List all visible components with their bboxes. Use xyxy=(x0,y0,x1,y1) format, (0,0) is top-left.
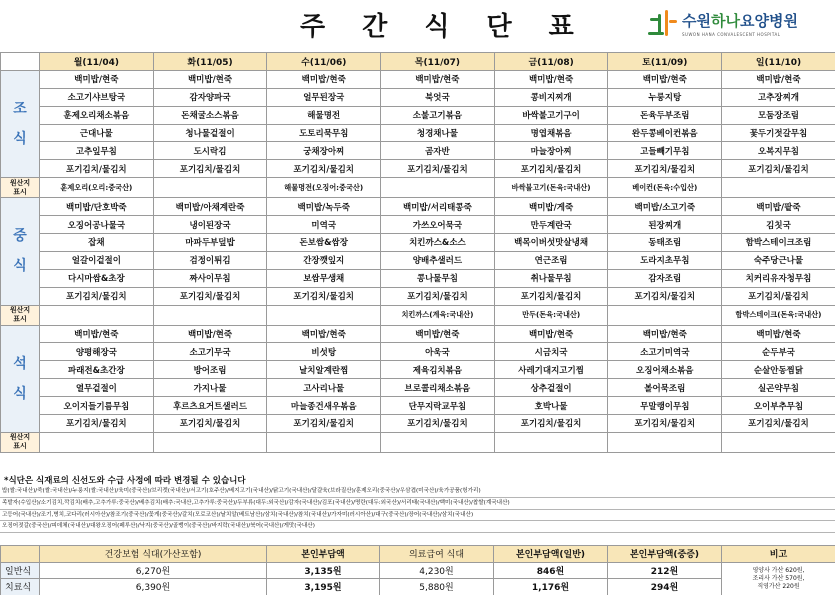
menu-row-breakfast xyxy=(1,142,835,160)
cost-header: 비고 xyxy=(722,546,835,563)
origin-cell xyxy=(381,432,495,452)
menu-item: 상추겉절이 xyxy=(494,379,608,397)
corner-cell xyxy=(1,53,40,71)
hospital-logo xyxy=(648,10,798,38)
menu-item: 포기김치/물김치 xyxy=(40,415,154,433)
menu-item: 실곤약무침 xyxy=(722,379,835,397)
menu-row-lunch xyxy=(1,198,835,216)
cost-row-general xyxy=(1,562,835,579)
menu-item: 포기김치/물김치 xyxy=(153,287,267,305)
cost-header: 본인부담액(일반) xyxy=(494,546,608,563)
menu-item: 고추장찌개 xyxy=(722,88,835,106)
menu-item: 파래전&초간장 xyxy=(40,361,154,379)
menu-row-breakfast xyxy=(1,88,835,106)
menu-item: 포기김치/물김치 xyxy=(153,415,267,433)
cost-header-row xyxy=(1,546,835,563)
menu-item: 얼갈이겉절이 xyxy=(40,251,154,269)
menu-item: 고사리나물 xyxy=(267,379,381,397)
meal-cost-table xyxy=(0,545,835,595)
menu-item: 양평해장국 xyxy=(40,343,154,361)
menu-item: 취나물무침 xyxy=(494,269,608,287)
menu-item: 포기김치/물김치 xyxy=(722,287,835,305)
menu-item: 감자양파국 xyxy=(153,88,267,106)
menu-item: 백미밥/현죽 xyxy=(40,325,154,343)
menu-item: 돈채굴소스볶음 xyxy=(153,106,267,124)
menu-item: 오징어공나물국 xyxy=(40,216,154,234)
menu-item: 백미밥/현죽 xyxy=(494,70,608,88)
origin-cell xyxy=(608,305,722,325)
menu-item: 청경채나물 xyxy=(381,124,495,142)
menu-item: 후르츠요거트샐러드 xyxy=(153,397,267,415)
menu-item: 백미밥/현죽 xyxy=(722,70,835,88)
menu-item: 궁채장아찌 xyxy=(267,142,381,160)
page-header xyxy=(0,0,835,44)
menu-item: 백미밥/현죽 xyxy=(722,325,835,343)
menu-item: 곰자반 xyxy=(381,142,495,160)
meal-section-label-breakfast: 조 식 xyxy=(1,70,40,177)
cost-cell: 1,176원 xyxy=(494,579,608,595)
day-header: 일(11/10) xyxy=(722,53,835,71)
menu-row-lunch xyxy=(1,251,835,269)
menu-item: 백미밥/현죽 xyxy=(608,325,722,343)
menu-item: 포기김치/물김치 xyxy=(608,287,722,305)
menu-item: 도토리묵무침 xyxy=(267,124,381,142)
origin-cell xyxy=(722,432,835,452)
menu-item: 숙주당근나물 xyxy=(722,251,835,269)
menu-item: 백미밥/현죽 xyxy=(40,70,154,88)
origin-cell xyxy=(40,432,154,452)
menu-item: 고추잎무침 xyxy=(40,142,154,160)
menu-item: 소고기무국 xyxy=(153,343,267,361)
menu-item: 백미밥/녹두죽 xyxy=(267,198,381,216)
menu-item: 해물명전 xyxy=(267,106,381,124)
menu-item: 포기김치/물김치 xyxy=(267,287,381,305)
menu-item: 근대나물 xyxy=(40,124,154,142)
menu-item: 포기김치/물김치 xyxy=(494,160,608,178)
menu-item: 브로콜리채소볶음 xyxy=(381,379,495,397)
menu-item: 포기김치/물김치 xyxy=(608,160,722,178)
menu-row-dinner xyxy=(1,343,835,361)
cost-cell: 3,135원 xyxy=(267,562,380,579)
origin-cell: 베이컨(돈육:수입산) xyxy=(608,178,722,198)
menu-item: 백미밥/팥죽 xyxy=(722,198,835,216)
menu-item: 소고기샤브탕국 xyxy=(40,88,154,106)
origin-cell: 바싹불고기(돈육:국내산) xyxy=(494,178,608,198)
menu-item: 아욱국 xyxy=(381,343,495,361)
day-header: 목(11/07) xyxy=(381,53,495,71)
menu-item: 치커리유자청무침 xyxy=(722,269,835,287)
menu-item: 포기김치/물김치 xyxy=(494,287,608,305)
menu-row-dinner xyxy=(1,325,835,343)
origin-line: 고등어(국내산)/조기,병치,코다리(러시아산)/참조기(중국산)/꽃게(중국산)/갈치(모로코산)/날치알(베트남산)/삼치(국내산)/참치(국내산)/가자미(러시아산)/대구(중국산)/장어(국내산)/삼치(국내산) xyxy=(0,510,835,522)
menu-item: 방어조림 xyxy=(153,361,267,379)
menu-item: 포기김치/물김치 xyxy=(40,287,154,305)
menu-item: 호박나물 xyxy=(494,397,608,415)
cost-row-label: 치료식 xyxy=(1,579,40,595)
menu-item: 순살안동찜닭 xyxy=(722,361,835,379)
cost-cell: 846원 xyxy=(494,562,608,579)
menu-item: 마늘종건새우볶음 xyxy=(267,397,381,415)
menu-row-breakfast xyxy=(1,106,835,124)
origin-label: 원산지 표시 xyxy=(1,432,40,452)
cost-cell: 6,270원 xyxy=(40,562,267,579)
menu-row-dinner xyxy=(1,415,835,433)
cost-header: 본인부담액 xyxy=(267,546,380,563)
cost-header: 본인부담액(중증) xyxy=(608,546,722,563)
menu-item: 백미밥/현죽 xyxy=(381,325,495,343)
origin-row-breakfast xyxy=(1,178,835,198)
menu-item: 백미밥/소고기죽 xyxy=(608,198,722,216)
origin-line: 밥(쌀:국내산)/죽(쌀:국내산)/누룽지(쌀:국내산)/육미(중국산)/브리켓(국내산)/서고기(호주산)/베지고기(국내산)/닭고기(국내산)/달걀육(브라질산)/훈제오리(중국산)/우삼겹(미국산)/육가공품(헝가리) xyxy=(0,486,835,498)
menu-change-notice: *식단은 식재료의 신선도와 수급 사정에 따라 변경될 수 있습니다 xyxy=(4,476,246,486)
menu-item: 포기김치/물김치 xyxy=(722,160,835,178)
origin-cell: 해물명전(오징어:중국산) xyxy=(267,178,381,198)
origin-cell xyxy=(40,305,154,325)
menu-item: 훈제오리채소볶음 xyxy=(40,106,154,124)
hospital-name: 수원하나요양병원 xyxy=(682,12,798,30)
menu-item: 포기김치/물김치 xyxy=(381,415,495,433)
menu-item: 포기김치/물김치 xyxy=(267,160,381,178)
day-header: 토(11/09) xyxy=(608,53,722,71)
menu-item: 김칫국 xyxy=(722,216,835,234)
cost-header: 의료급여 식대 xyxy=(380,546,494,563)
menu-item: 꽃두기젓갈무침 xyxy=(722,124,835,142)
menu-row-lunch xyxy=(1,287,835,305)
menu-item: 단무지락교무침 xyxy=(381,397,495,415)
origin-cell: 훈제오리(오리:중국산) xyxy=(40,178,154,198)
menu-item: 콩비지찌개 xyxy=(494,88,608,106)
meal-section-label-dinner: 석 식 xyxy=(1,325,40,432)
menu-item: 오징어채소볶음 xyxy=(608,361,722,379)
menu-item: 콩나물무침 xyxy=(381,269,495,287)
menu-item: 검정이튀김 xyxy=(153,251,267,269)
menu-item: 백미밥/현죽 xyxy=(267,70,381,88)
menu-item: 백미밥/현죽 xyxy=(267,325,381,343)
menu-item: 오이부추무침 xyxy=(722,397,835,415)
menu-item: 북엇국 xyxy=(381,88,495,106)
day-header: 금(11/08) xyxy=(494,53,608,71)
meal-section-label-lunch: 중 식 xyxy=(1,198,40,305)
menu-item: 청나물겉절이 xyxy=(153,124,267,142)
origin-cell: 함박스테이크(돈육:국내산) xyxy=(722,305,835,325)
menu-item: 돈보쌈&쌈장 xyxy=(267,234,381,252)
cost-header xyxy=(1,546,40,563)
menu-item: 감자조림 xyxy=(608,269,722,287)
cost-row-therapy xyxy=(1,579,835,595)
cost-cell: 5,880원 xyxy=(380,579,494,595)
menu-item: 모둠장조림 xyxy=(722,106,835,124)
menu-item: 소불고기볶음 xyxy=(381,106,495,124)
menu-item: 백미밥/현죽 xyxy=(153,70,267,88)
origin-cell xyxy=(153,305,267,325)
menu-item: 백미밥/현죽 xyxy=(608,70,722,88)
menu-item: 완두콩베이컨볶음 xyxy=(608,124,722,142)
menu-item: 시금치국 xyxy=(494,343,608,361)
menu-item: 포기김치/물김치 xyxy=(267,415,381,433)
menu-item: 열무겉절이 xyxy=(40,379,154,397)
menu-item: 볼어묵조림 xyxy=(608,379,722,397)
origin-list xyxy=(0,486,835,533)
hospital-logo-icon xyxy=(648,10,678,38)
origin-cell xyxy=(381,178,495,198)
menu-item: 포기김치/물김치 xyxy=(40,160,154,178)
menu-row-dinner xyxy=(1,379,835,397)
menu-item: 포기김치/물김치 xyxy=(722,415,835,433)
menu-row-lunch xyxy=(1,269,835,287)
menu-row-lunch xyxy=(1,234,835,252)
menu-row-breakfast xyxy=(1,70,835,88)
cost-cell: 294원 xyxy=(608,579,722,595)
menu-row-dinner xyxy=(1,361,835,379)
menu-item: 연근조림 xyxy=(494,251,608,269)
origin-line: 족발자(수입산)/소기김치,깍김치(배추,고추가루:중국산)/베추김치(배추:국내산,고추가루:중국산)/두부류(대두:외국산)/감자(국내산)/김포(국내산)/명란(대두:외국산)/서리태(국내산)/백미(국내산)/찹쌀(계국내산) xyxy=(0,498,835,510)
menu-item: 냉이된장국 xyxy=(153,216,267,234)
cost-cell: 6,390원 xyxy=(40,579,267,595)
menu-item: 날치알계란찜 xyxy=(267,361,381,379)
cost-note: 영양사 가산 620원, 조리사 가산 570원, 직영가산 220원 xyxy=(722,562,835,595)
menu-item: 포기김치/물김치 xyxy=(381,160,495,178)
menu-item: 소고기미역국 xyxy=(608,343,722,361)
menu-item: 함박스테이크조림 xyxy=(722,234,835,252)
menu-item: 보쌈무생채 xyxy=(267,269,381,287)
menu-item: 양배추샐러드 xyxy=(381,251,495,269)
menu-item: 잡채 xyxy=(40,234,154,252)
menu-item: 치킨까스&소스 xyxy=(381,234,495,252)
origin-cell: 만두(돈육:국내산) xyxy=(494,305,608,325)
origin-cell xyxy=(494,432,608,452)
menu-item: 포기김치/물김치 xyxy=(153,160,267,178)
menu-item: 백목이버섯맛살냉채 xyxy=(494,234,608,252)
origin-cell: 치킨까스(계육:국내산) xyxy=(381,305,495,325)
menu-item: 백미밥/아채계란죽 xyxy=(153,198,267,216)
origin-row-dinner xyxy=(1,432,835,452)
menu-item: 마늘장아찌 xyxy=(494,142,608,160)
menu-item: 백미밥/단호박죽 xyxy=(40,198,154,216)
page-title: 주 간 식 단 표 xyxy=(300,12,588,42)
menu-item: 짜사이무침 xyxy=(153,269,267,287)
menu-item: 돈육두부조림 xyxy=(608,106,722,124)
menu-item: 포기김치/물김치 xyxy=(494,415,608,433)
menu-row-lunch xyxy=(1,216,835,234)
menu-row-breakfast xyxy=(1,160,835,178)
menu-item: 순두부국 xyxy=(722,343,835,361)
origin-cell xyxy=(608,432,722,452)
menu-item: 오복지무침 xyxy=(722,142,835,160)
menu-item: 간장깻잎지 xyxy=(267,251,381,269)
menu-item: 명엽채볶음 xyxy=(494,124,608,142)
menu-item: 사레기대지고기찜 xyxy=(494,361,608,379)
cost-row-label: 일반식 xyxy=(1,562,40,579)
cost-header: 건강보험 식대(가산포함) xyxy=(40,546,267,563)
cost-cell: 212원 xyxy=(608,562,722,579)
origin-cell xyxy=(267,305,381,325)
menu-item: 얼무된장국 xyxy=(267,88,381,106)
origin-row-lunch xyxy=(1,305,835,325)
menu-item: 된장찌개 xyxy=(608,216,722,234)
menu-item: 도시락김 xyxy=(153,142,267,160)
origin-cell xyxy=(267,432,381,452)
menu-item: 비섯탕 xyxy=(267,343,381,361)
menu-item: 제육김치볶음 xyxy=(381,361,495,379)
cost-cell: 3,195원 xyxy=(267,579,380,595)
menu-item: 가지나물 xyxy=(153,379,267,397)
menu-item: 포기김치/물김치 xyxy=(381,287,495,305)
menu-item: 포기김치/물김치 xyxy=(608,415,722,433)
origin-cell xyxy=(153,432,267,452)
menu-row-dinner xyxy=(1,397,835,415)
menu-item: 백미밥/게죽 xyxy=(494,198,608,216)
hospital-name-english: SUWON HANA CONVALESCENT HOSPITAL xyxy=(682,32,781,37)
menu-item: 도라지초무침 xyxy=(608,251,722,269)
menu-item: 무말랭이무침 xyxy=(608,397,722,415)
menu-item: 다시마쌈&초장 xyxy=(40,269,154,287)
menu-item: 백미밥/현죽 xyxy=(381,70,495,88)
origin-label: 원산지 표시 xyxy=(1,305,40,325)
menu-item: 바싹불고기구이 xyxy=(494,106,608,124)
menu-row-breakfast xyxy=(1,124,835,142)
menu-item: 백미밥/서리태콩죽 xyxy=(381,198,495,216)
day-header: 월(11/04) xyxy=(40,53,154,71)
menu-item: 누룽지탕 xyxy=(608,88,722,106)
menu-item: 마파두부덮밥 xyxy=(153,234,267,252)
day-header: 화(11/05) xyxy=(153,53,267,71)
menu-item: 동태조림 xyxy=(608,234,722,252)
menu-item: 백미밥/현죽 xyxy=(494,325,608,343)
day-header: 수(11/06) xyxy=(267,53,381,71)
menu-item: 고들빼기무침 xyxy=(608,142,722,160)
weekly-menu-table xyxy=(0,52,835,453)
cost-cell: 4,230원 xyxy=(380,562,494,579)
menu-item: 가쓰오어묵국 xyxy=(381,216,495,234)
menu-item: 만두계란국 xyxy=(494,216,608,234)
menu-item: 미역국 xyxy=(267,216,381,234)
day-header-row xyxy=(1,53,835,71)
origin-label: 원산지 표시 xyxy=(1,178,40,198)
origin-cell xyxy=(153,178,267,198)
menu-item: 오이지들기름무침 xyxy=(40,397,154,415)
origin-cell xyxy=(722,178,835,198)
menu-item: 백미밥/현죽 xyxy=(153,325,267,343)
origin-line: 오징어젓갈(중국산)/피데체(국내산)/대왕오징어(페루산)/낙지(중국산)/골뱅이(중국산)/바지락(국내산)/북어(국내산)/게맛(국내산) xyxy=(0,521,835,533)
